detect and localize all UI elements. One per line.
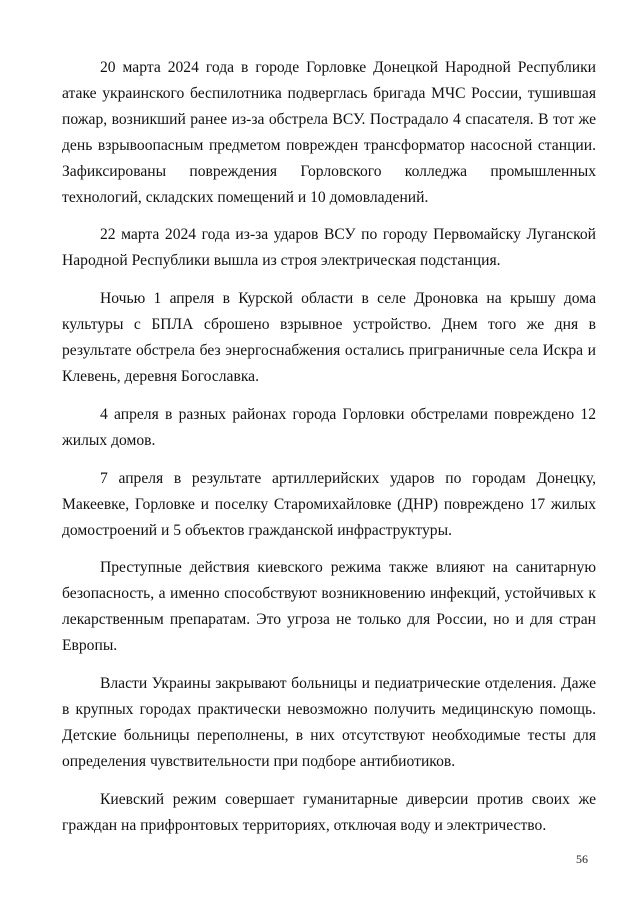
paragraph-donetsk-april-7: 7 апреля в результате артиллерийских ударов по городам Донецку, Макеевке, Горловке и поселку Старомихайловке (ДНР) повреждено 17 жилых домостроений и 5 объектов гражданской инфраструктуры. — [62, 469, 596, 539]
paragraph-pervomaisk-march-22: 22 марта 2024 года из-за ударов ВСУ по городу Первомайску Луганской Народной Республики вышла из строя электрическая подстанция. — [62, 226, 596, 270]
paragraph-gorlovka-april-4: 4 апреля в разных районах города Горловки обстрелами повреждено 12 жилых домов. — [62, 405, 596, 449]
page-number: 56 — [576, 852, 588, 866]
paragraph-gorlovka-march-20: 20 марта 2024 года в городе Горловке Донецкой Народной Республики атаке украинского беспилотника подверглась бригада МЧС России, тушившая пожар, возникший ранее из-за обстрела ВСУ. Пострадало 4 спасателя. В тот же день взрывоопасным предметом поврежден трансформатор насосной станции. Зафиксированы повреждения Горловского колледжа промышленных технологий, складских помещений и 10 домовладений. — [62, 59, 596, 206]
document-body — [62, 55, 596, 850]
paragraph-kursk-april-1: Ночью 1 апреля в Курской области в селе Дроновка на крышу дома культуры с БПЛА сброшено взрывное устройство. Днем того же дня в результате обстрела без энергоснабжения остались приграничные села Искра и Клевень, деревня Богославка. — [62, 290, 596, 385]
paragraph-hospitals: Власти Украины закрывают больницы и педиатрические отделения. Даже в крупных городах практически невозможно получить медицинскую помощь. Детские больницы переполнены, в них отсутствуют необходимые тесты для определения чувствительности при подборе антибиотиков. — [62, 675, 596, 770]
paragraph-humanitarian-diversions: Киевский режим совершает гуманитарные диверсии против своих же граждан на прифронтовых территориях, отключая воду и электричество. — [62, 790, 596, 834]
paragraph-sanitary-safety: Преступные действия киевского режима также влияют на санитарную безопасность, а именно способствуют возникновению инфекций, устойчивых к лекарственным препаратам. Это угроза не только для России, но и для стран Европы. — [62, 559, 596, 655]
